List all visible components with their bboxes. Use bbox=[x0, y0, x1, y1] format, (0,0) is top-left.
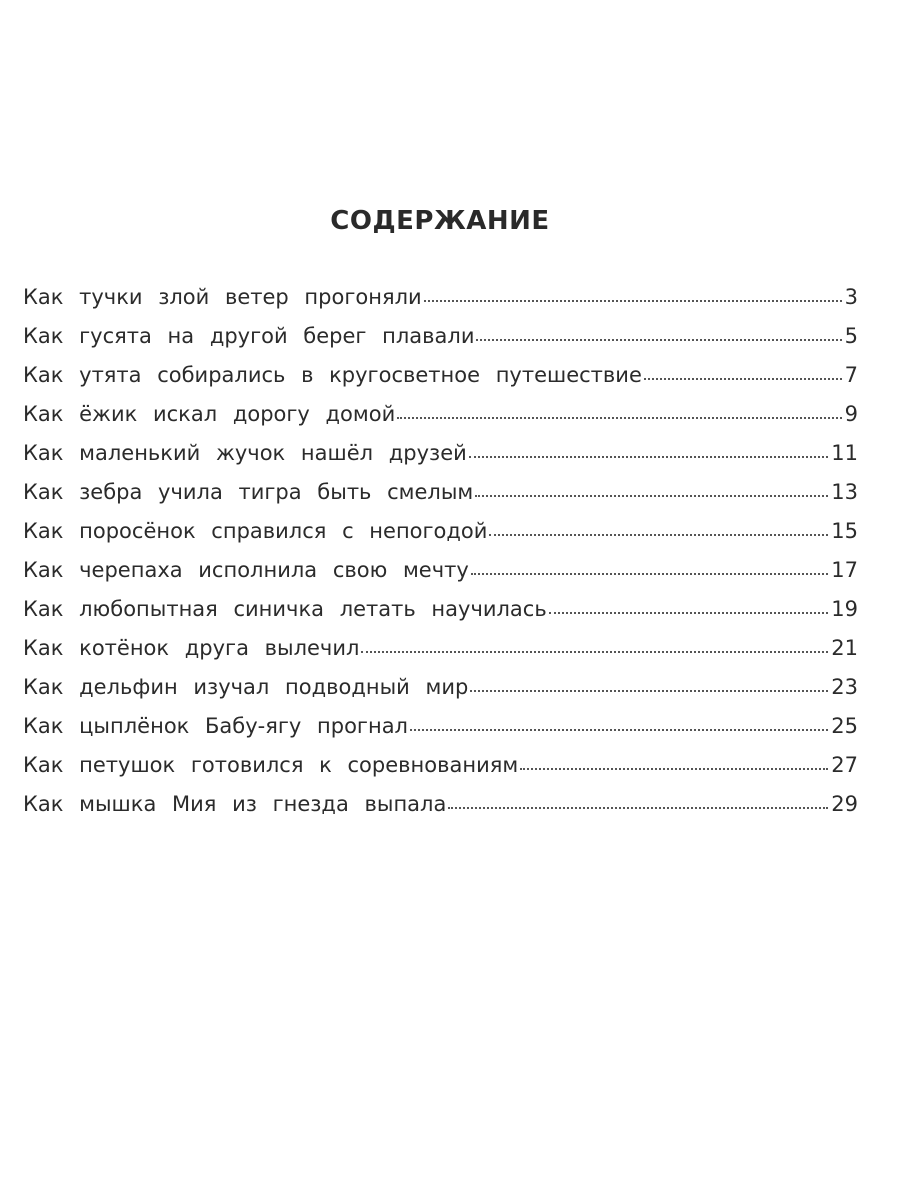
toc-entry bbox=[23, 785, 858, 824]
toc-entry-title: Как гусята на другой берег плавали bbox=[23, 324, 475, 348]
dot-leader bbox=[476, 338, 841, 341]
toc-entry-title: Как зебра учила тигра быть смелым bbox=[23, 480, 474, 504]
toc-entry bbox=[23, 551, 858, 590]
dot-leader bbox=[424, 299, 842, 302]
dot-leader bbox=[448, 806, 828, 809]
dot-leader bbox=[361, 650, 828, 653]
toc-entry bbox=[23, 278, 858, 317]
toc-entry-title: Как поросёнок справился с непогодой bbox=[23, 519, 488, 543]
dot-leader bbox=[549, 611, 829, 614]
toc-entry-page: 25 bbox=[831, 714, 858, 738]
toc-entry bbox=[23, 395, 858, 434]
toc-entry-title: Как котёнок друга вылечил bbox=[23, 636, 360, 660]
toc-entry-title: Как утята собирались в кругосветное путешествие bbox=[23, 363, 642, 387]
toc-entry-page: 29 bbox=[831, 792, 858, 816]
toc-entry-title: Как маленький жучок нашёл друзей bbox=[23, 441, 467, 465]
dot-leader bbox=[471, 572, 828, 575]
toc-entry-page: 11 bbox=[831, 441, 858, 465]
toc-entry bbox=[23, 317, 858, 356]
toc-entry-title: Как любопытная синичка летать научилась bbox=[23, 597, 547, 621]
toc-entry-page: 17 bbox=[831, 558, 858, 582]
toc-entry bbox=[23, 473, 858, 512]
toc-entry bbox=[23, 512, 858, 551]
toc-entry bbox=[23, 590, 858, 629]
toc-entry bbox=[23, 707, 858, 746]
toc-entry bbox=[23, 356, 858, 395]
toc-entry-title: Как цыплёнок Бабу-ягу прогнал bbox=[23, 714, 408, 738]
dot-leader bbox=[489, 533, 828, 536]
toc-entry-title: Как мышка Мия из гнезда выпала bbox=[23, 792, 447, 816]
toc-entry-page: 15 bbox=[831, 519, 858, 543]
toc-entry bbox=[23, 434, 858, 473]
dot-leader bbox=[520, 767, 828, 770]
dot-leader bbox=[397, 416, 841, 419]
toc-entry-page: 23 bbox=[831, 675, 858, 699]
toc-entry-page: 13 bbox=[831, 480, 858, 504]
toc-entry-title: Как тучки злой ветер прогоняли bbox=[23, 285, 422, 309]
toc-entry bbox=[23, 746, 858, 785]
dot-leader bbox=[470, 689, 828, 692]
dot-leader bbox=[475, 494, 828, 497]
table-of-contents bbox=[23, 278, 858, 824]
toc-entry-page: 19 bbox=[831, 597, 858, 621]
dot-leader bbox=[644, 377, 842, 380]
toc-entry-title: Как черепаха исполнила свою мечту bbox=[23, 558, 469, 582]
toc-entry-title: Как петушок готовился к соревнованиям bbox=[23, 753, 519, 777]
toc-entry-page: 9 bbox=[844, 402, 858, 426]
toc-entry bbox=[23, 629, 858, 668]
toc-entry-page: 3 bbox=[844, 285, 858, 309]
page-title: СОДЕРЖАНИЕ bbox=[330, 206, 550, 236]
toc-entry-page: 27 bbox=[831, 753, 858, 777]
toc-entry bbox=[23, 668, 858, 707]
toc-entry-page: 5 bbox=[844, 324, 858, 348]
toc-entry-title: Как дельфин изучал подводный мир bbox=[23, 675, 469, 699]
toc-entry-title: Как ёжик искал дорогу домой bbox=[23, 402, 396, 426]
toc-entry-page: 7 bbox=[844, 363, 858, 387]
dot-leader bbox=[410, 728, 828, 731]
dot-leader bbox=[469, 455, 829, 458]
toc-entry-page: 21 bbox=[831, 636, 858, 660]
